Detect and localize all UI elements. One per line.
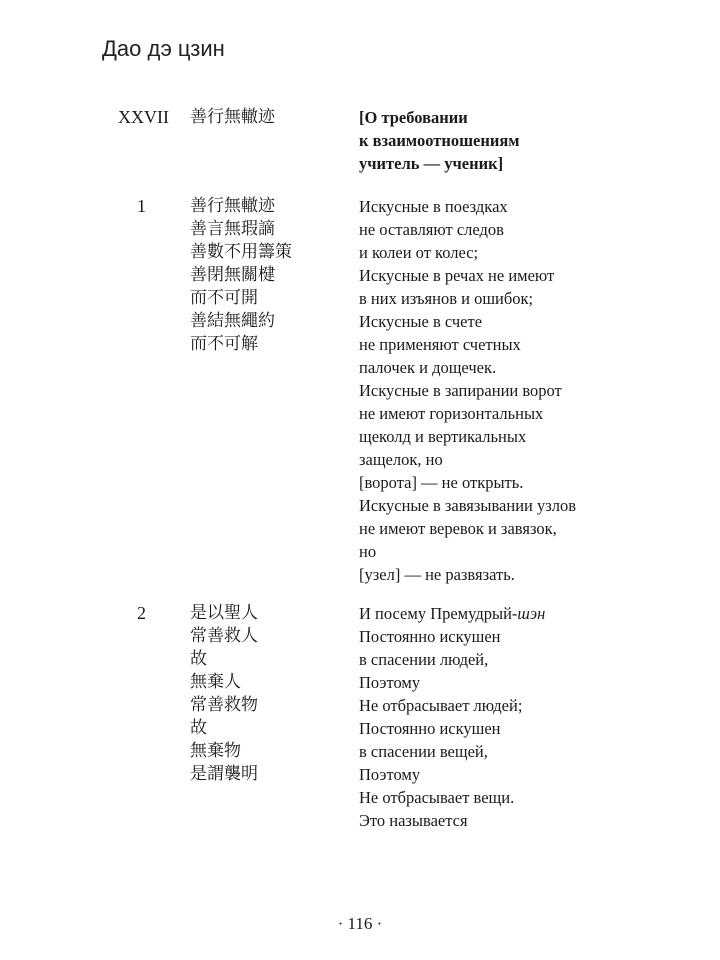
russian-line: Искусные в речах не имеют xyxy=(359,266,555,285)
chapter-title-chinese: 善行無轍迹 xyxy=(190,107,275,126)
chinese-line: 故 xyxy=(190,718,207,738)
chinese-line: 故 xyxy=(190,649,207,669)
chapter-title-line: к взаимоотношениям xyxy=(359,131,520,150)
russian-line: Не отбрасывает людей; xyxy=(359,696,523,715)
russian-line: не оставляют следов xyxy=(359,220,504,239)
running-head: Дао дэ цзин xyxy=(102,36,225,61)
russian-line-italic: шэн xyxy=(517,604,546,623)
chinese-line: 常善救物 xyxy=(190,695,258,715)
chinese-line: 而不可開 xyxy=(190,288,258,308)
russian-line: Постоянно искушен xyxy=(359,719,501,738)
section-number: 2 xyxy=(137,603,146,623)
russian-line: не имеют веревок и завязок, xyxy=(359,519,557,538)
page-number: · 116 · xyxy=(337,914,383,933)
chinese-line: 而不可解 xyxy=(190,334,258,354)
section-number: 1 xyxy=(137,196,146,216)
russian-line-first xyxy=(359,602,545,625)
russian-line: защелок, но xyxy=(359,450,443,469)
russian-line: [узел] — не развязать. xyxy=(359,565,515,584)
chinese-line: 善言無瑕謫 xyxy=(190,219,275,239)
russian-line: не имеют горизонтальных xyxy=(359,404,544,423)
russian-line-prefix: И посему Премудрый- xyxy=(359,604,518,623)
russian-line: палочек и дощечек. xyxy=(359,358,497,377)
chinese-line: 善閉無關楗 xyxy=(190,265,275,285)
chinese-line: 常善救人 xyxy=(190,626,258,646)
russian-line: Постоянно искушен xyxy=(359,627,501,646)
chinese-line: 善行無轍迹 xyxy=(190,196,275,216)
chinese-line: 是以聖人 xyxy=(190,603,258,623)
chapter-title-line: учитель — ученик] xyxy=(359,154,504,173)
russian-line: не применяют счетных xyxy=(359,335,521,354)
chinese-line: 無棄人 xyxy=(190,672,241,692)
chinese-line: 善數不用籌策 xyxy=(190,242,292,262)
chapter-number: XXVII xyxy=(118,107,169,127)
chapter-title-russian xyxy=(359,106,520,175)
russian-line: Это называется xyxy=(359,811,468,830)
chinese-line: 無棄物 xyxy=(190,741,241,761)
russian-line: Искусные в завязывании узлов xyxy=(359,496,577,515)
russian-line: Искусные в поездках xyxy=(359,197,508,216)
section-chinese-text xyxy=(190,602,258,786)
section-chinese-text xyxy=(190,195,292,356)
russian-line: Искусные в запирании ворот xyxy=(359,381,562,400)
russian-line: в спасении людей, xyxy=(359,650,489,669)
chinese-line: 善結無繩約 xyxy=(190,311,275,331)
russian-line: Искусные в счете xyxy=(359,312,483,331)
russian-line: [ворота] — не открыть. xyxy=(359,473,524,492)
section-russian-text xyxy=(359,602,545,832)
russian-line: Поэтому xyxy=(359,765,421,784)
russian-line: в них изъянов и ошибок; xyxy=(359,289,534,308)
russian-line: Поэтому xyxy=(359,673,421,692)
russian-line: и колеи от колес; xyxy=(359,243,479,262)
russian-line: щеколд и вертикальных xyxy=(359,427,527,446)
chinese-line: 是謂襲明 xyxy=(190,764,258,784)
chapter-title-line: [О требовании xyxy=(359,108,468,127)
chapter-heading xyxy=(0,106,720,186)
russian-line: в спасении вещей, xyxy=(359,742,488,761)
russian-line: Не отбрасывает вещи. xyxy=(359,788,515,807)
russian-line: но xyxy=(359,542,377,561)
section-russian-text xyxy=(359,195,576,586)
